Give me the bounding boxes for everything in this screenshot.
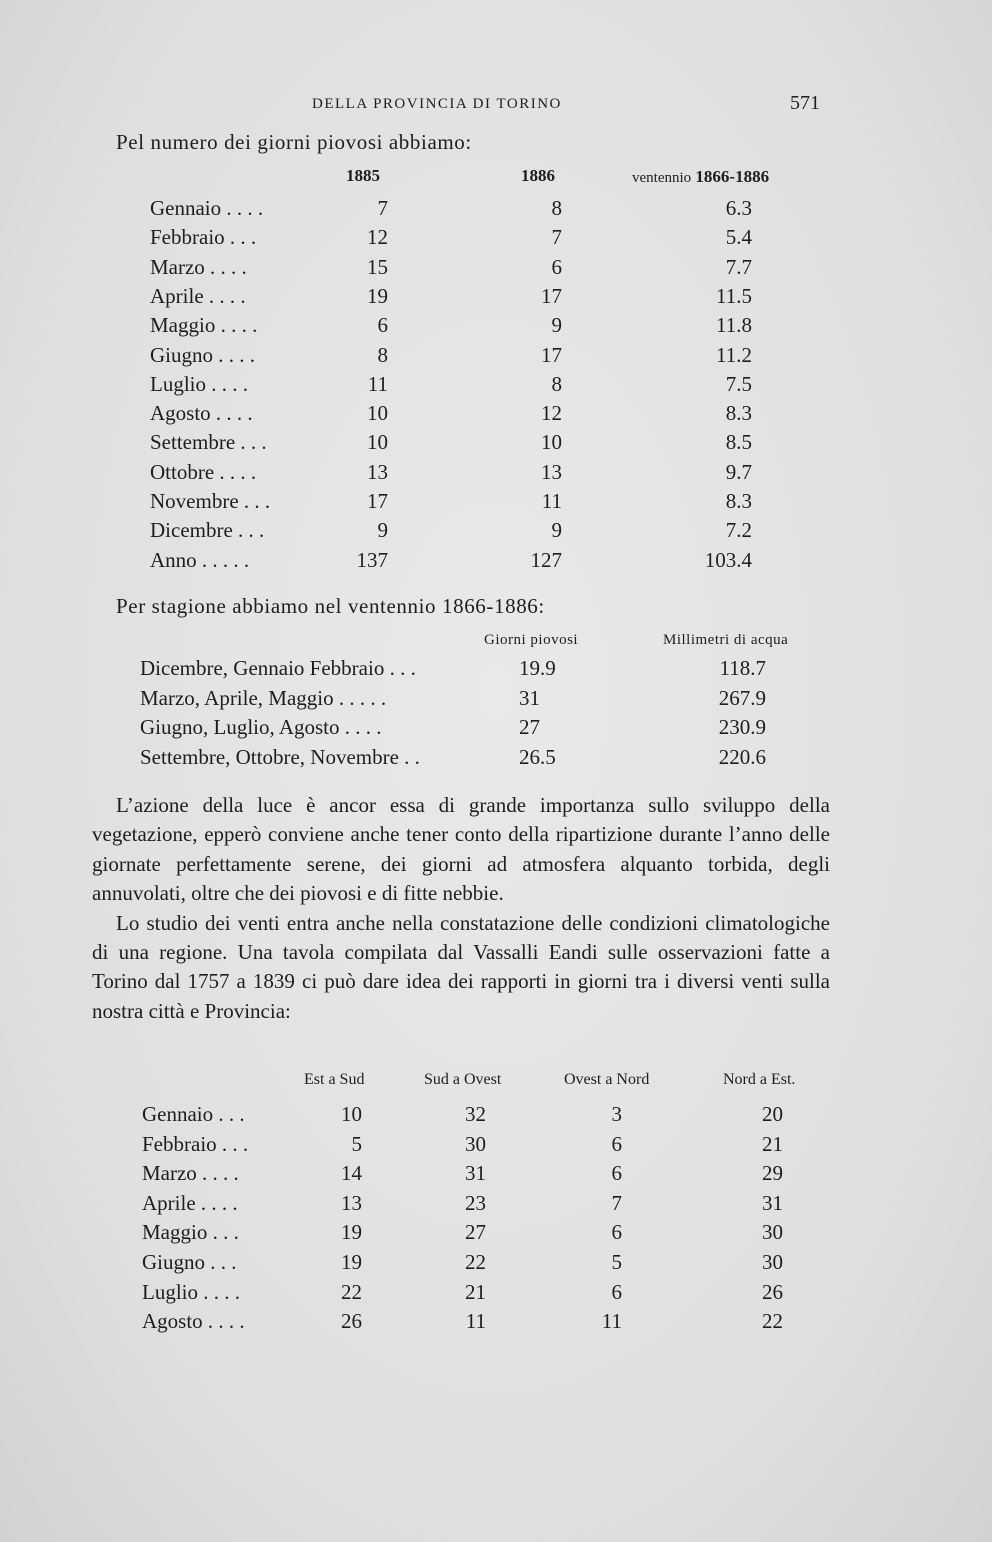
table2-col-mm: Millimetri di acqua [663, 632, 789, 648]
month-label: Aprile . . . . [150, 283, 246, 308]
ventennio-label: ventennio [632, 170, 692, 186]
value-ventennio: 103.4 [704, 547, 752, 572]
table1-col-1886: 1886 [521, 166, 555, 185]
value-giorni-piovosi: 31 [519, 685, 540, 710]
season-label: Giugno, Luglio, Agosto . . . . [140, 715, 382, 739]
value-ventennio: 11.5 [716, 283, 752, 308]
value-sud-ovest: 31 [465, 1161, 486, 1186]
value-sud-ovest: 21 [465, 1279, 486, 1304]
month-label: Aprile . . . . [142, 1190, 238, 1215]
value-ovest-nord: 6 [611, 1161, 622, 1186]
value-1886: 7 [551, 225, 562, 250]
month-label: Settembre . . . [150, 430, 267, 455]
value-est-sud: 22 [341, 1279, 362, 1304]
value-est-sud: 5 [351, 1131, 362, 1156]
value-ventennio: 8.3 [725, 401, 752, 426]
month-label: Marzo . . . . [142, 1161, 239, 1186]
value-1885: 6 [377, 313, 388, 338]
value-ventennio: 8.5 [725, 430, 752, 455]
value-sud-ovest: 32 [465, 1102, 486, 1126]
value-1885: 10 [367, 401, 388, 426]
month-label: Maggio . . . [142, 1220, 239, 1245]
value-ventennio: 11.2 [716, 342, 752, 367]
value-millimetri: 220.6 [718, 744, 766, 769]
value-1886: 8 [551, 371, 562, 396]
season-label: Settembre, Ottobre, Novembre . . [140, 744, 420, 769]
value-1886: 10 [541, 430, 562, 455]
month-label: Luglio . . . . [150, 371, 248, 396]
value-nord-est: 21 [762, 1131, 783, 1156]
page-header [0, 92, 992, 118]
value-nord-est: 30 [762, 1220, 783, 1245]
value-nord-est: 26 [762, 1279, 783, 1304]
month-label: Giugno . . . . [150, 342, 255, 367]
month-label: Gennaio . . . . [150, 196, 264, 220]
table1-intro: Pel numero dei giorni piovosi abbiamo: [116, 130, 472, 154]
value-ovest-nord: 6 [611, 1279, 622, 1304]
value-1886: 8 [551, 196, 562, 220]
value-sud-ovest: 22 [465, 1250, 486, 1274]
value-sud-ovest: 23 [465, 1190, 486, 1215]
table3-col-sud-ovest: Sud a Ovest [424, 1071, 502, 1088]
value-ovest-nord: 6 [611, 1131, 622, 1156]
month-label: Febbraio . . . [150, 225, 257, 250]
month-label: Dicembre . . . [150, 518, 265, 543]
table2-intro: Per stagione abbiamo nel ventennio 1866-1886: [116, 594, 545, 618]
season-label: Dicembre, Gennaio Febbraio . . . [140, 656, 416, 680]
value-1886: 127 [530, 547, 562, 572]
value-est-sud: 26 [341, 1309, 362, 1334]
value-giorni-piovosi: 26.5 [519, 744, 556, 769]
value-nord-est: 29 [762, 1161, 783, 1186]
value-nord-est: 22 [762, 1309, 783, 1334]
value-giorni-piovosi: 27 [519, 715, 540, 739]
value-1886: 17 [541, 283, 562, 308]
page-number: 571 [790, 92, 820, 114]
value-ventennio: 8.3 [725, 489, 752, 513]
value-ventennio: 6.3 [725, 196, 752, 220]
month-label: Agosto . . . . [150, 401, 253, 426]
table3-col-est-sud: Est a Sud [304, 1071, 365, 1088]
paragraph: Lo studio dei venti entra anche nella constatazione delle condizioni climatologiche di una regione. Una tavola compilata dal Vassalli Eandi sulle osservazioni fatte a Torino dal 1757 a 1839 ci può dare idea dei rapporti in giorni tra i diversi venti sulla nostra città e Provincia: [92, 910, 830, 1023]
value-millimetri: 230.9 [718, 715, 766, 739]
value-1886: 11 [541, 489, 562, 513]
table1-col-ventennio [632, 167, 769, 187]
value-1885: 13 [367, 459, 388, 484]
value-sud-ovest: 11 [465, 1309, 486, 1334]
month-label: Marzo . . . . [150, 254, 247, 279]
value-1885: 19 [367, 283, 388, 308]
value-est-sud: 19 [341, 1220, 362, 1245]
value-est-sud: 10 [341, 1102, 362, 1126]
value-ovest-nord: 6 [611, 1220, 622, 1245]
table3-col-ovest-nord: Ovest a Nord [564, 1071, 650, 1088]
month-label: Febbraio . . . [142, 1131, 249, 1156]
value-est-sud: 13 [341, 1190, 362, 1215]
value-ovest-nord: 3 [611, 1102, 622, 1126]
month-label: Anno . . . . . [150, 547, 250, 572]
season-label: Marzo, Aprile, Maggio . . . . . [140, 685, 387, 710]
value-est-sud: 14 [341, 1161, 362, 1186]
value-1886: 13 [541, 459, 562, 484]
value-ventennio: 7.7 [725, 254, 752, 279]
value-est-sud: 19 [341, 1250, 362, 1274]
body-text [92, 791, 830, 1026]
value-1886: 12 [541, 401, 562, 426]
ventennio-years: 1866-1886 [695, 167, 770, 186]
value-sud-ovest: 27 [465, 1220, 486, 1245]
value-ventennio: 9.7 [725, 459, 752, 484]
value-ovest-nord: 5 [611, 1250, 622, 1274]
value-1885: 11 [367, 371, 388, 396]
value-sud-ovest: 30 [465, 1131, 486, 1156]
month-label: Ottobre . . . . [150, 459, 257, 484]
table1-col-1885: 1885 [346, 166, 380, 185]
value-1885: 137 [356, 547, 388, 572]
paragraph: L’azione della luce è ancor essa di grande importanza sullo sviluppo della vegetazione, epperò conviene anche tener conto della ripartizione durante l’anno delle giornate perfettamente serene, dei giorni ad atmosfera alquanto torbida, degli annuvolati, oltre che dei piovosi e di fitte nebbie. [92, 793, 830, 906]
value-ovest-nord: 7 [611, 1190, 622, 1215]
month-label: Agosto . . . . [142, 1309, 245, 1334]
table2-col-giorni: Giorni piovosi [484, 632, 579, 648]
value-ventennio: 11.8 [716, 313, 752, 338]
value-1886: 17 [541, 342, 562, 367]
value-ovest-nord: 11 [601, 1309, 622, 1334]
value-nord-est: 30 [762, 1250, 783, 1274]
value-1885: 10 [367, 430, 388, 455]
value-ventennio: 5.4 [725, 225, 752, 250]
value-1885: 9 [377, 518, 388, 543]
running-title: DELLA PROVINCIA DI TORINO [312, 96, 562, 112]
value-ventennio: 7.5 [725, 371, 752, 396]
month-label: Giugno . . . [142, 1250, 237, 1274]
month-label: Luglio . . . . [142, 1279, 240, 1304]
value-1886: 9 [551, 313, 562, 338]
table3-col-nord-est: Nord a Est. [723, 1071, 796, 1088]
value-millimetri: 267.9 [718, 685, 766, 710]
month-label: Novembre . . . [150, 489, 271, 513]
value-nord-est: 31 [762, 1190, 783, 1215]
month-label: Gennaio . . . [142, 1102, 245, 1126]
value-1885: 7 [377, 196, 388, 220]
value-giorni-piovosi: 19.9 [519, 656, 556, 680]
value-1885: 12 [367, 225, 388, 250]
value-1886: 6 [551, 254, 562, 279]
value-1885: 17 [367, 489, 388, 513]
value-1885: 8 [377, 342, 388, 367]
value-millimetri: 118.7 [719, 656, 766, 680]
value-1886: 9 [551, 518, 562, 543]
value-1885: 15 [367, 254, 388, 279]
value-nord-est: 20 [762, 1102, 783, 1126]
value-ventennio: 7.2 [725, 518, 752, 543]
month-label: Maggio . . . . [150, 313, 258, 338]
